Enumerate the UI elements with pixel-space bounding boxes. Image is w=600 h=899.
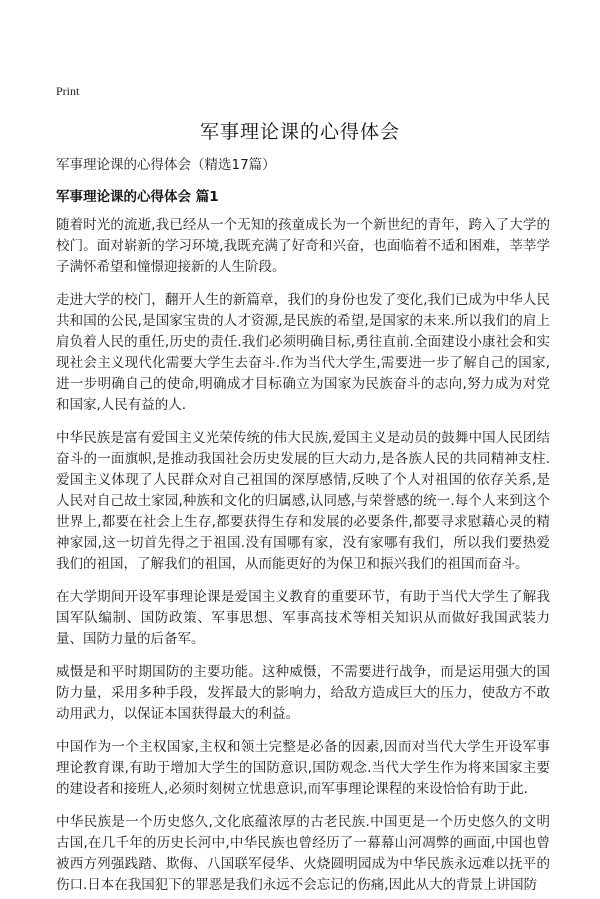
paragraph-1: 随着时光的流逝,我已经从一个无知的孩童成长为一个新世纪的青年，跨入了大学的校门。面对崭新的学习环境,我既充满了好奇和兴奋，也面临着不适和困难，莘莘学子满怀希望和憧憬迎接新的人生阶段。 [56,217,550,275]
document-body [56,215,550,899]
paragraph-5: 威慑是和平时期国防的主要功能。这种威慑，不需要进行战争，而是运用强大的国防力量，采用多种手段，发挥最大的影响力，给敌方造成巨大的压力，使敌方不敢动用武力，以保证本国获得最大的利益。 [56,664,550,722]
paragraph-6: 中国作为一个主权国家,主权和领土完整是必备的因素,因而对当代大学生开设军事理论教育课,有助于增加大学生的国防意识,国防观念.当代大学生作为将来国家主要的建设者和接班人,必须时刻树立忧患意识,而军事理论课程的来设恰恰有助于此. [56,739,550,797]
document-title: 军事理论课的心得体会 [199,121,400,143]
paragraph-3: 中华民族是富有爱国主义光荣传统的伟大民族,爱国主义是动员的鼓舞中国人民团结奋斗的一面旗帜,是推动我国社会历史发展的巨大动力,是各族人民的共同精神支柱.爱国主义体现了人民群众对自己祖国的深厚感情,反映了个人对祖国的依存关系,是人民对自己故土家园,种族和文化的归属感,认同感,与荣誉感的统一.每个人来到这个世界上,都要在社会上生存,都要获得生存和发展的必要条件,都要寻求慰藉心灵的精神家园,这一切首先得之于祖国.没有国哪有家，没有家哪有我们，所以我们要热爱我们的祖国，了解我们的祖国，从而能更好的为保卫和振兴我们的祖国而奋斗。 [56,430,550,572]
paragraph-7: 中华民族是一个历史悠久,文化底蕴浓厚的古老民族.中国更是一个历史悠久的文明古国,在几千年的历史长河中,中华民族也曾经历了一幕幕山河凋弊的画面,中国也曾被西方列强践踏、欺侮、八国联军侵华、火烧圆明园成为中华民族永远难以抚平的伤口.日本在我国犯下的罪恶是我们永远不会忘记的伤痛,因此从大的背景上讲国防 [56,814,550,893]
paragraph-2: 走进大学的校门，翻开人生的新篇章，我们的身份也发了变化,我们已成为中华人民共和国的公民,是国家宝贵的人才资源,是民族的希望,是国家的未来.所以我们的肩上肩负着人民的重任,历史的责任.我们必须明确目标,勇往直前.全面建设小康社会和实现社会主义现代化需要大学生去奋斗.作为当代大学生,需要进一步了解自己的国家,进一步明确自己的使命,明确成才目标确立为国家为民族奋斗的志向,努力成为对党和国家,人民有益的人. [56,292,550,413]
section-heading: 军事理论课的心得体会 篇1 [56,189,219,205]
print-label: Print [56,84,80,98]
document-subtitle: 军事理论课的心得体会（精选17篇） [56,157,276,173]
paragraph-4: 在大学期间开设军事理论课是爱国主义教育的重要环节，有助于当代大学生了解我国军队编制、国防政策、军事思想、军事高技术等相关知识从而做好我国武装力量、国防力量的后备军。 [56,589,550,647]
